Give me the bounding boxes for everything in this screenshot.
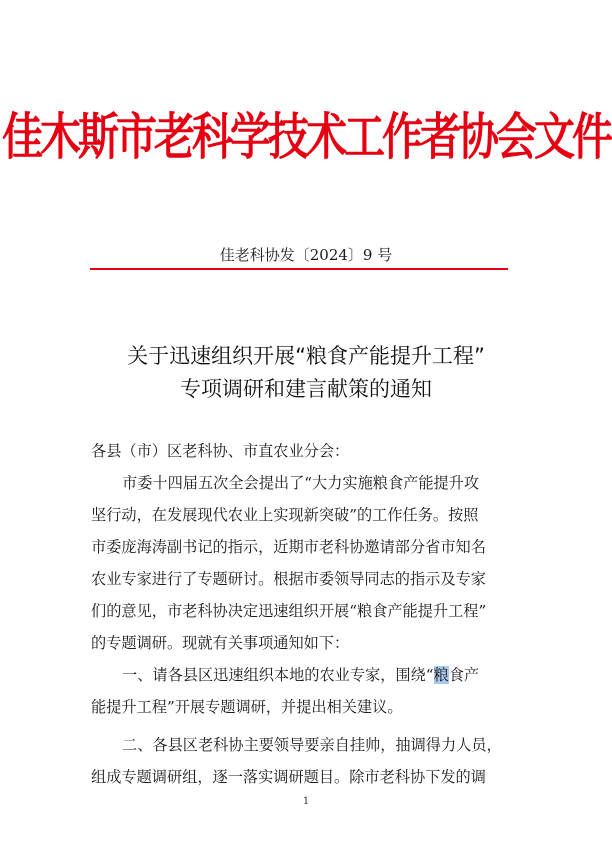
document-number: 佳老科协发〔2024〕9 号 xyxy=(219,246,393,264)
list-item-1-text: 一、请各县区迅速组织本地的农业专家，围绕“ xyxy=(122,666,434,684)
paragraph-line: 坚行动，在发展现代农业上实现新突破”的工作任务。按照 xyxy=(91,506,479,524)
list-item-1-continued: 能提升工程”开展专题调研，并提出相关建议。 xyxy=(91,698,403,716)
paragraph-line: 市委十四届五次全会提出了“大力实施粮食产能提升攻 xyxy=(122,474,480,492)
paragraph-line: 的专题调研。现就有关事项通知如下： xyxy=(91,634,350,652)
notice-title-line-2: 专项调研和建言献策的通知 xyxy=(180,377,432,401)
paragraph-line: 市委庞海涛副书记的指示，近期市老科协邀请部分省市知名 xyxy=(91,538,486,556)
org-header-title: 佳木斯市老科学技术工作者协会文件 xyxy=(2,107,610,167)
paragraph-line: 们的意见，市老科协决定迅速组织开展“粮食产能提升工程” xyxy=(91,602,487,620)
list-item-1-text-end: 食产 xyxy=(448,666,480,684)
list-item-1 xyxy=(122,664,479,686)
notice-title-line-1: 关于迅速组织开展“粮食产能提升工程” xyxy=(127,344,485,368)
salutation: 各县（市）区老科协、市直农业分会： xyxy=(91,442,350,460)
text-selection-highlight[interactable]: 粮 xyxy=(433,666,449,684)
red-divider-line xyxy=(90,268,508,270)
paragraph-line: 农业专家进行了专题研讨。根据市委领导同志的指示及专家 xyxy=(91,570,486,588)
page-number: 1 xyxy=(302,796,310,807)
list-item-2-continued: 组成专题调研组，逐一落实调研题目。除市老科协下发的调 xyxy=(91,768,486,786)
list-item-2: 二、各县区老科协主要领导要亲自挂帅，抽调得力人员， xyxy=(122,736,502,754)
